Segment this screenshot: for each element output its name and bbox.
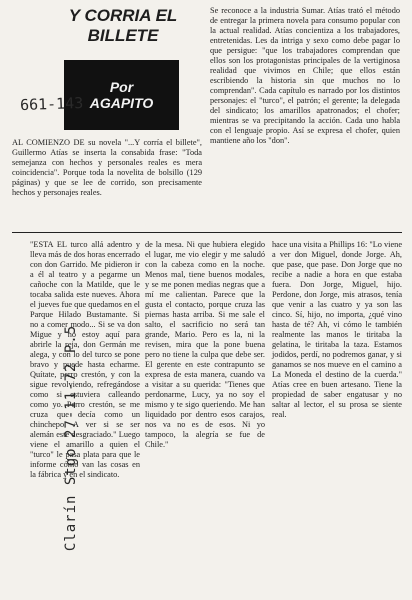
title-line-2: BILLETE: [87, 26, 159, 45]
column-1-text: "ESTA EL turco allá adentro y lleva más de dos horas encerrado con don Garrido. Me pidieron ir a él al teatro y a pegarme un cañoche con la Matilde, que le tocaba salida este nueves. Ahora el jueves fue que quedamos en el Parque Hilado Bustamante. Si no a comer modo... Si se va don Migue y no estoy aquí para abrirle la reja, don Germán me alega, y con lo del turco se pone bravo y puede hasta echarme. Quítate, perro crestón, y con la sigue revolviendo, refregándose como si estuviera calleando como yo. Perro crestón, se me cruza que decía como un chinchepo. A ver si se ser alemán este desgraciado." Luego viene el amarillo a quien el "turco" le pasa plata para que le informe cómo van las cosas en la fábrica y en el sindicato.: [30, 240, 140, 479]
column-1: [30, 240, 140, 483]
byline-prefix: Por: [109, 79, 134, 95]
title-line-1: Y CORRIA EL: [68, 6, 178, 25]
intro-text: AL COMIENZO DE su novela "...Y corría el billete", Guillermo Atías se inserta la consabida frase: "Toda semejanza con hechos y personales reales es mera coincidencia". Porque toda la novelita de bolsillo (129 páginas) y que se lee de corrido, son precisamente hechos y personajes reales.: [12, 138, 202, 197]
article-title: [58, 6, 188, 46]
column-2: [145, 240, 265, 453]
column-3: [272, 240, 402, 423]
intro-paragraph: [12, 138, 202, 201]
handwritten-side-note: Clarín Stgo 27-11-72 P.5: [63, 324, 80, 552]
upper-right-text: Se reconoce a la industria Sumar. Atías trató el método de entregar la primera novela para consumo popular con la actual realidad. Atías concientiza a los trabajadores, entretenidas. Les da intriga y sexo como debe pagar lo que persigue: "que los trabajadores comprendan que ellos son los protagonistas principales de la vertiginosa realidad que vivimos en Chile; que ellos están escribiendo la historia sin que muchos no lo comprendan". Cada capítulo es narrado por los distintos personajes: el "turco", el patrón; el gerente; la delegada del sindicato; los amarillos apatronados; el chofer; mientras se va precipitando la acción. Cada uno habla con el lenguaje propio. Así se expresa el chofer, quien mantiene año los "don".: [210, 6, 400, 145]
byline-author: AGAPITO: [89, 95, 154, 111]
column-2-text: de la mesa. Ni que hubiera elegido el lugar, me vio elegir y me saludó con la cabeza como en la noche. Menos mal, tiene buenos modales, y se me ponen medias negras que a mí me calientan. Parece que la gusta el contacto, porque cruza las piernas hasta arriba. Si me sale el salto, el sacrificio no será tan grande, Mario. Pero es la, ni la revisen, mira que la pone buena pero no tiene la culpa que debe ser. El gerente en este contrapunto se expresa de esta manera, cuando va a visitar a su querida: "Tienes que perdonarme, Lucy, ya no soy el mismo y te sigo queriendo. Me han liquidado por dentro esos carajos, nos va no es de esos. Ni yo tampoco, la alegría se fue de Chile.": [145, 240, 265, 449]
column-3-text: hace una visita a Phillips 16: "Lo viene a ver don Miguel, donde Jorge. Ah, que pase, que pase. Don Jorge que no recibe a nadie a hora en que estaba fuera. Don Jorge, Miguel, hijo. Perdone, don Jorge, mis atrasos, tenía que venir a las cuatro y ya son las cinco. Sí, hijo, no importa, ¿qué vino hasta de té? Ah, vi cómo le también realmente las manos le tiritaba la gelatina, le tiritaba la taza. Estamos jodidos, perdí, no podremos ganar, y si ganamos se nos mueve en el camino a La Moneda el destino de la cuerda." Atías cree en buen artesano. Tiene la propiedad de saber engatusar y no saltar al lector, el su prosa se siente real.: [272, 240, 402, 419]
handwritten-ref-number: 661-143: [19, 93, 84, 115]
upper-right-column: [210, 6, 400, 149]
section-divider: [12, 232, 402, 233]
